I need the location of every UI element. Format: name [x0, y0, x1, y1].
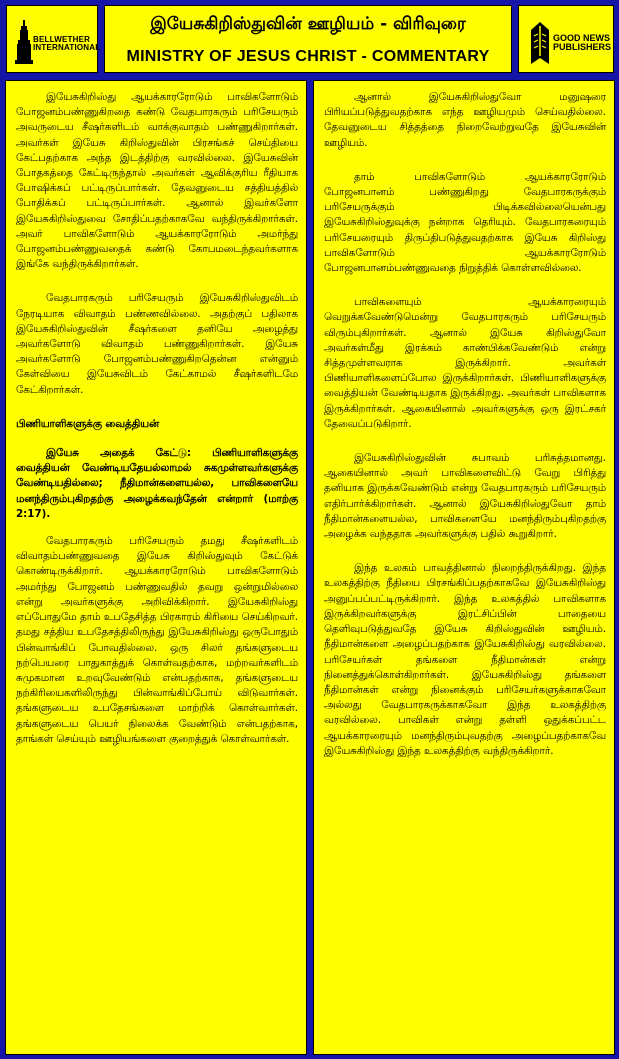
- page-title-tamil: இயேசுகிறிஸ்துவின் ஊழியம் - விரிவுரை: [150, 14, 466, 34]
- bellwether-logo: [6, 5, 101, 73]
- left-paragraph-3: வேதபாரகரும் பரிசேயரும் தமது சீஷர்களிடம் விவாதம்பண்ணுவதை இயேசு கிறிஸ்துவும் கேட்டுக் கொண்டிருக்கிறார். ஆயக்காரரோடும் பாவிகளோடும் அமர்ந்து போஜனம் பண்ணுவதில் தவறு ஒன்றுமில்லை என்று அவர்களுக்கு அறிவிக்கிறார். இயேசுகிறிஸ்து எப்போதுமே தாம் உபதேசித்த பிரகாரம் கிரியை செய்கிறவர். தமது சத்திய உபதேசத்திலிருந்து இயேசுகிறிஸ்து ஒருபோதும் பின்வாங்கிப் போவதில்லை. ஒரு சிலர் தங்களுடைய நற்பெயரை பாதுகாத்துக் கொள்வதற்காக, மற்றவர்களிடம் சுமுகமான உறவுவேண்டும் என்பதற்காக, தங்களுடைய நற்கிரியைகளிலிருந்து பின்வாங்கிப்போய் விடுவார்கள். தங்களுடைய உபதேசங்களை மாற்றிக் கொள்வார்கள். தங்களுடைய பெயர் நிலைக்க வேண்டும் என்பதற்காக, தாங்கள் செய்யும் ஊழியங்களை குறைத்துக் கொள்வார்கள்.: [16, 535, 298, 745]
- good-news-logo-text: GOOD NEWS PUBLISHERS: [553, 33, 612, 52]
- title-banner: [104, 5, 512, 73]
- left-paragraph-1: இயேசுகிறிஸ்து ஆயக்காரரோடும் பாவிகளோடும் போஜனம்பண்ணுகிறதை கண்டு வேதபாரகரும் பரிசேயரும் அவருடைய சீஷர்களிடம் வாக்குவாதம் பண்ணுகிறார்கள். அவர்கள் இயேசு கிறிஸ்துவின் பிரசங்கச் செய்தியை கேட்பதற்காக அந்த இடத்திற்கு வரவில்லை. இயேசுவின் போதகத்தை கேட்டிருந்தால் அவர்கள் ஆவிக்குரிய ரீதியாக போஷிக்கப் பட்டிருப்பார்கள். தேவனுடைய சத்தியத்தில் போதிக்கப் பட்டிருப்பார்கள். ஆனால் இவர்களோ இயேசுகிறிஸ்துவை சோதிப்பதற்காகவே வந்திருக்கிறார்கள். அவர் பாவிகளோடும் ஆயக்காரரோடும் அமர்ந்து போஜனம்பண்ணுவதைக் கண்டு கோபமடைந்தவர்களாக இங்கே வந்திருக்கிறார்கள்.: [16, 91, 298, 271]
- page-title-english: MINISTRY OF JESUS CHRIST - COMMENTARY: [126, 48, 490, 65]
- right-paragraph-4: இயேசுகிறிஸ்துவின் சுபாவம் பரிசுத்தமானது. ஆகையினால் அவர் பாவிகளைவிட்டு வேறு பிரித்து தனியாக இருக்கவேண்டும் என்று வேதபாரகரும் பரிசேயரும் எதிர்பார்க்கிறார்கள். ஆனால் இயேசுகிறிஸ்துவோ தாம் நீதிமான்களையல்ல, பாவிகளையே மனந்திரும்புகிறதற்கு அழைக்க வந்ததாக அவர்களுக்கு பதில் கூறுகிறார்.: [324, 452, 606, 541]
- section-heading: பிணியாளிகளுக்கு வைத்தியன்: [16, 417, 159, 430]
- scripture-verse: இயேசு அதைக் கேட்டு: பிணியாளிகளுக்கு வைத்தியன் வேண்டியதேயல்லாமல் சுகமுள்ளவர்களுக்கு வேண்டியதில்லை; நீதிமான்களையல்ல, பாவிகளையே மனந்திரும்புகிறதற்கு அழைக்கவந்தேன் என்றார் (மாற்கு 2:17).: [16, 447, 298, 520]
- right-paragraph-3: பாவிகளையும் ஆயக்காரரையும் வெறுக்கவேண்டுமென்று வேதபாரகரும் பரிசேயரும் விரும்புகிறார்கள். ஆனால் இயேசு கிறிஸ்துவோ அவர்கள்மீது இரக்கம் காண்பிக்கவேண்டும் என்று சித்தமுள்ளவராக இருக்கிறார். அவர்கள் பிணியாளிகளைப்போல இருக்கிறார்கள். பிணியாளிகளுக்கு வைத்தியன் வேண்டியதாக இருக்கிறது. அவர்கள் பாவிகளாக இருக்கிறார்கள். ஆகையினால் அவர்களுக்கு ஒரு இரட்சகர் தேவைப்படுகிறார்.: [324, 296, 606, 430]
- left-column: [5, 80, 307, 1055]
- tower-icon: [15, 20, 33, 66]
- right-paragraph-5: இந்த உலகம் பாவத்தினால் நிறைந்திருக்கிறது. இந்த உலகத்திற்கு நீதியை பிரசங்கிப்பதற்காகவே இயேசுகிறிஸ்து அனுப்பப்பட்டிருக்கிறார். இந்த உலகத்தில் பாவிகளாக இருக்கிறவர்களுக்கு இரட்சிப்பின் பாதையை தெளிவுபடுத்துவதே இயேசு கிறிஸ்துவின் ஊழியம். நீதிமான்களை அழைப்பதற்காக இயேசுகிறிஸ்து வரவில்லை. பரிசேயர்கள் தங்களை நீதிமான்கள் என்று நினைத்துக்கொள்கிறார்கள். இயேசுகிறிஸ்து தங்களை நீதிமான்கள் என்று நினைக்கும் பரிசேயர்களுக்காகவோ அல்லது வேதபாரகருக்காகவோ இந்த உலகத்திற்கு வரவில்லை. பாவிகள் என்று தள்ளி ஒதுக்கப்பட்ட ஆயக்காரரையும் மனந்திரும்புவதற்கு அழைப்பதற்காகவே இயேசுகிறிஸ்து இந்த உலகத்திற்கு வந்திருக்கிறார்.: [324, 562, 606, 757]
- book-icon: [527, 20, 553, 68]
- right-paragraph-1: ஆனால் இயேசுகிறிஸ்துவோ மனுஷரை பிரியப்படுத்துவதற்காக எந்த ஊழியமும் செய்வதில்லை. தேவனுடைய சித்தத்தை நிறைவேற்றுவதே இயேசுவின் ஊழியம்.: [324, 91, 606, 149]
- right-column: [313, 80, 615, 1055]
- left-paragraph-2: வேதபாரகரும் பரிசேயரும் இயேசுகிறிஸ்துவிடம் நேரடியாக விவாதம் பண்ணவில்லை. அதற்குப் பதிலாக இயேசுகிறிஸ்துவின் சீஷர்களை தனியே அழைத்து அவர்களோடு விவாதம் பண்ணுகிறார்கள். இயேசு அவர்களோடு போஜனம்பண்ணுகிறதென்ன என்னும் கேள்வியை இயேசுவிடம் கேட்காமல் சீஷர்களிடமே கேட்கிறார்கள்.: [16, 292, 298, 396]
- right-paragraph-2: தாம் பாவிகளோடும் ஆயக்காரரோடும் போஜனபானம் பண்ணுகிறது வேதபாரகருக்கும் பரிசேயருக்கும் பிடிக்கவில்லையென்பது இயேசுகிறிஸ்துவுக்கு நன்றாக தெரியும். வேதபாரகரையும் பரிசேயரையும் திருப்திபடுத்துவதற்காக இயேசு கிறிஸ்து பாவிகளோடும் ஆயக்காரரோடும் போஜனபானம்பண்ணுவதை நிறுத்திக் கொள்ளவில்லை.: [324, 170, 606, 275]
- good-news-publishers-logo: [518, 5, 614, 73]
- bellwether-logo-text: BELLWETHER INTERNATIONAL: [33, 35, 101, 52]
